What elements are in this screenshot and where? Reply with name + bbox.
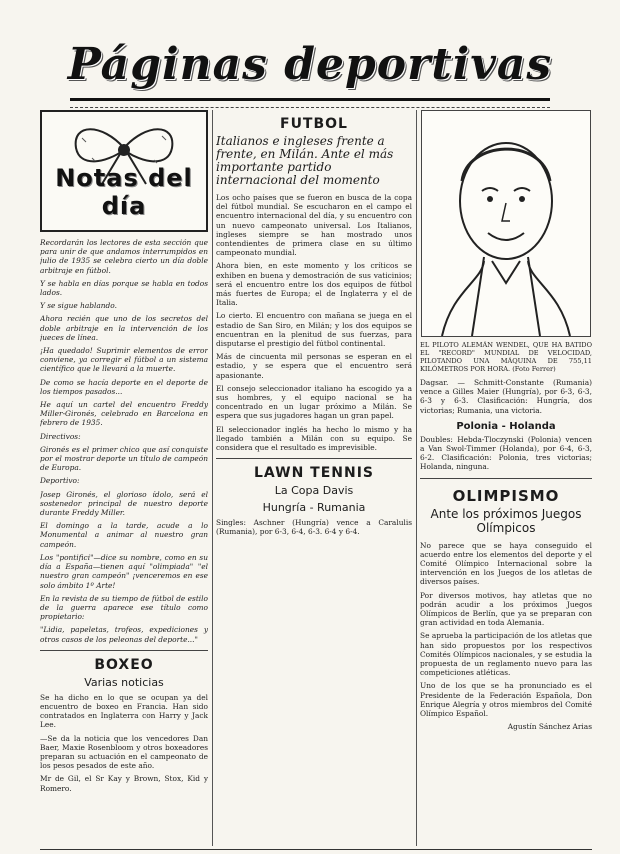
paragraph: Los "pontifici"—dice su nombre, como en su día a España—tienen aquí "olimpiada" "el nuestro gran campeón" ¡venceremos en ese solo ámbito 1º Arte! — [40, 552, 208, 590]
paragraph: Ahora bien, en este momento y los críticos se exhiben en buena y demostración de sus vaticinios; será el encuentro entre los dos equipos de fútbol más fuertes de Europa; el de Inglaterra y el de Italia. — [216, 261, 412, 308]
paragraph: En la revista de su tiempo de fútbol de estilo de la guerra aparece ese título como propietario: — [40, 593, 208, 622]
portrait-drawing-icon — [422, 111, 590, 336]
section-divider — [216, 458, 412, 459]
paragraph: Y se habla en días porque se habla en todos lados. — [40, 278, 208, 298]
masthead — [0, 40, 620, 98]
masthead-title: Páginas deportivas — [67, 39, 553, 90]
rubric-title: Notas del día — [55, 164, 193, 220]
paragraph: El domingo a la tarde, acude a lo Monumental a animar al nuestro gran campeón. — [40, 521, 208, 549]
boxeo-subheading: Varias noticias — [84, 675, 164, 689]
paragraph: Josep Gironés, el glorioso ídolo, será el sostenedor principal de nuestro deporte durante Freddy Miller. — [40, 489, 208, 518]
paragraph: Recordarán los lectores de esta sección que para unir de que andamos interrumpidos en julio de 1935 se celebra cierto un día doble arbitraje en fútbol. — [40, 238, 208, 275]
futbol-lead: Italianos e ingleses frente a frente, en Milán. Ante el más importante partido internacional del momento — [216, 134, 394, 187]
olimpismo-heading: OLIMPISMO — [452, 486, 560, 505]
paragraph: Uno de los que se ha pronunciado es el Presidente de la Federación Española, Don Enrique Alegría y otros miembros del Comité Olímpico Español. — [420, 681, 592, 719]
left-column — [40, 110, 208, 846]
notas-del-dia-rubric — [40, 110, 208, 232]
paragraph: Más de cincuenta mil personas se esperan en el estadio, y se espera que el encuentro será apasionante. — [216, 352, 412, 380]
paragraph: Mr de Gil, el Sr Kay y Brown, Stox, Kid y Romero. — [40, 774, 208, 793]
right-column — [420, 110, 592, 846]
paragraph: —Se da la noticia que los vencedores Dan Baer, Maxie Rosenbloom y otros boxeadores preparan su actuación en el campeonato de los pesos pesados de este año. — [40, 733, 208, 771]
paragraph: He aquí un cartel del encuentro Freddy Miller-Gironés, celebrado en Barcelona en febrero de 1935. — [40, 400, 208, 428]
signature: Agustín Sánchez Arias — [507, 722, 592, 732]
masthead-rule — [70, 98, 550, 108]
paragraph: Directivos: — [40, 431, 81, 441]
match-title: Polonia - Holanda — [456, 420, 556, 432]
paragraph: Se aprueba la participación de los atletas que han sido propuestos por los respectivos Comités Olímpicos nacionales, y se estudia la propuesta de un reglamento nuevo para las competiciones atléticas. — [420, 631, 592, 678]
middle-column — [216, 110, 412, 846]
portrait-illustration — [421, 110, 591, 337]
boxeo-heading: BOXEO — [94, 656, 154, 673]
lawn-tennis-heading: LAWN TENNIS — [254, 465, 374, 482]
paragraph: Se ha dicho en lo que se ocupan ya del encuentro de boxeo en Francia. Han sido contratados en Inglaterra con Harry y Jack Lee. — [40, 692, 208, 730]
paragraph: El consejo seleccionador italiano ha escogido ya a sus hombres, y el equipo nacional se ha concentrado en un lugar próximo a Milán. Se espera que sus jugadores hagan un gran papel. — [216, 383, 412, 421]
paragraph: "Lidia, papeletas, trofeos, expediciones y otros casos de los peleonas del deporte..." — [40, 625, 208, 644]
paragraph: No parece que se haya conseguido el acuerdo entre los elementos del deporte y el Comité Olímpico Internacional sobre la intervención en los Juegos de los atletas de diversos países. — [420, 540, 592, 587]
paragraph: Dagsar. — Schmitt-Constante (Rumania) vence a Gilles Maier (Hungría), por 6-3, 6-3, 6-3 y 6-3. Clasificación: Hungría, dos victorias; Rumania, una victoria. — [420, 378, 592, 415]
portrait-caption: EL PILOTO ALEMÁN WENDEL, QUE HA BATIDO EL "RECORD" MUNDIAL DE VELOCIDAD, PILOTANDO UNA MÁQUINA DE 755,11 KILÓMETROS POR HORA. (Foto Ferrer) — [420, 341, 592, 373]
match-title: Hungría - Rumania — [262, 501, 366, 515]
lawn-tennis-subheading: La Copa Davis — [274, 484, 354, 498]
page-bottom-rule — [40, 849, 592, 850]
column-divider — [212, 110, 213, 846]
futbol-heading: FUTBOL — [280, 116, 348, 132]
paragraph: ¡Ha quedado! Suprimir elementos de error conviene, ya corregir el fútbol a un sistema científico que le llevará a la muerte. — [40, 346, 208, 374]
paragraph: Lo cierto. El encuentro con mañana se juega en el estadio de San Siro, en Milán; y los dos equipos se encuentran en la plenitud de sus fuerzas, para disputarse el prestigio del fútbol continental. — [216, 311, 412, 349]
paragraph: Por diversos motivos, hay atletas que no podrán acudir a los próximos Juegos Olímpicos de Berlín, que ya se preparan con gran actividad en toda Alemania. — [420, 590, 592, 628]
paragraph: Los ocho países que se fueron en busca de la copa del fútbol mundial. Se escucharon en el campo el encuentro internacional del día, y su encuentro con un nuevo campeonato universal. Los Italianos, ingleses siempre se han mostrado unos contendientes de primera clase en su último campeonato mundial. — [216, 193, 412, 258]
paragraph: Ahora recién que uno de los secretos del doble arbitraje en la intervención de los jueces de línea. — [40, 314, 208, 342]
paragraph: El seleccionador inglés ha hecho lo mismo y ha llegado también a Milán con su equipo. Se considera que el resultado es imprevisible. — [216, 424, 412, 453]
paragraph: Doubles: Hebda-Tloczynski (Polonia) vencen a Van Swol-Timmer (Holanda), por 6-4, 6-3, 6-2. Clasificación: Polonia, tres victorias; Holanda, ninguna. — [420, 434, 592, 472]
paragraph: De como se hacía deporte en el deporte de los tiempos pasados... — [40, 377, 208, 396]
olimpismo-subheading: Ante los próximos Juegos Olímpicos — [430, 506, 582, 535]
column-divider — [416, 110, 417, 846]
section-divider — [40, 650, 208, 651]
paragraph: Y se sigue hablando. — [40, 301, 117, 311]
section-divider — [420, 478, 592, 479]
paragraph: Deportivo: — [40, 476, 80, 486]
paragraph: Gironés es el primer chico que así conquiste por el mostrar deporte un título de campeón de Europa. — [40, 444, 208, 473]
paragraph: Singles: Aschner (Hungría) vence a Caralulis (Rumania), por 6-3, 6-4, 6-3. 6-4 y 6-4. — [216, 518, 412, 537]
